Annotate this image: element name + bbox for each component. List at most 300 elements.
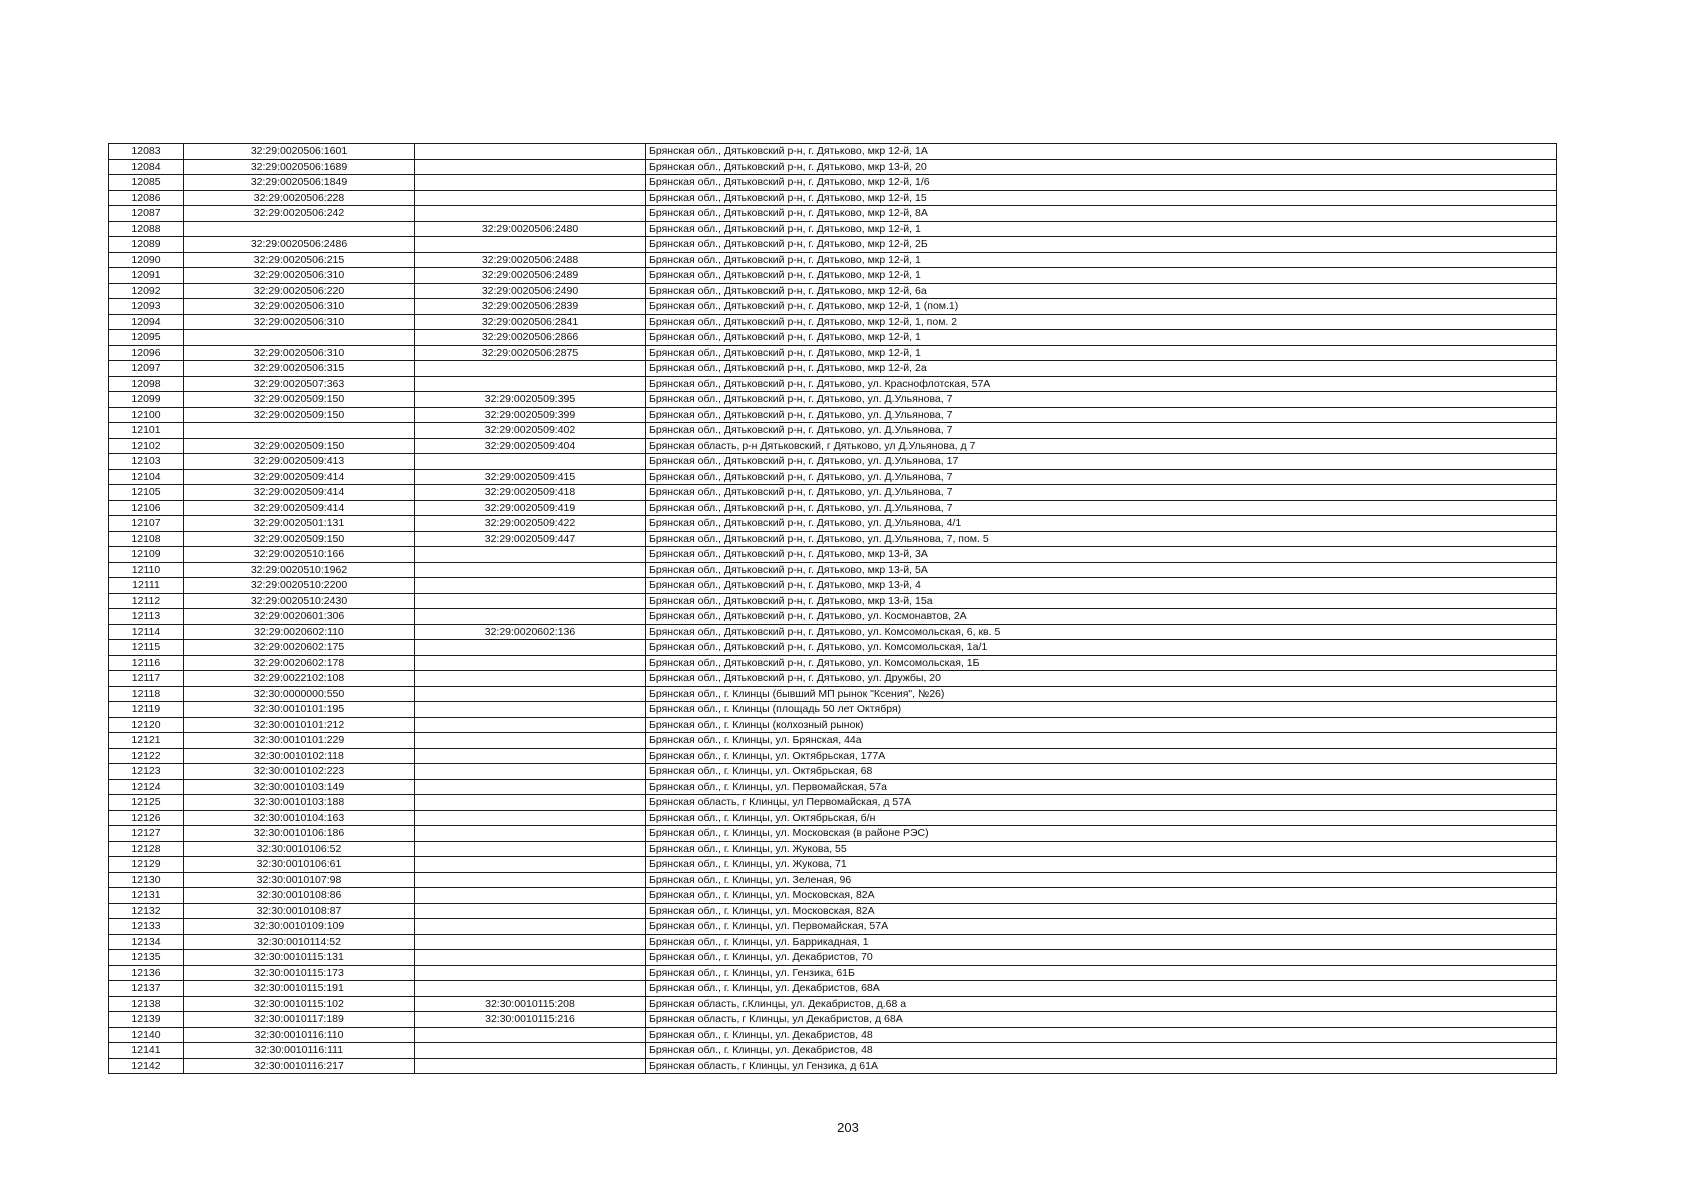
table-row <box>109 950 1557 966</box>
row-number-cell: 12091 <box>109 268 184 284</box>
related-cadastral-number-cell <box>415 144 646 160</box>
cadastral-number-cell: 32:29:0020509:150 <box>184 407 415 423</box>
table-row <box>109 934 1557 950</box>
table-row <box>109 733 1557 749</box>
cadastral-number-cell: 32:30:0010116:110 <box>184 1027 415 1043</box>
row-number-cell: 12119 <box>109 702 184 718</box>
related-cadastral-number-cell: 32:29:0020509:447 <box>415 531 646 547</box>
table-row <box>109 206 1557 222</box>
row-number-cell: 12102 <box>109 438 184 454</box>
cadastral-number-cell: 32:29:0020506:220 <box>184 283 415 299</box>
address-cell: Брянская обл., Дятьковский р-н, г. Дятьково, ул. Д.Ульянова, 17 <box>646 454 1557 470</box>
address-cell: Брянская область, г Клинцы, ул Первомайская, д 57А <box>646 795 1557 811</box>
table-row <box>109 655 1557 671</box>
property-table <box>108 143 1557 1074</box>
address-cell: Брянская обл., Дятьковский р-н, г. Дятьково, ул. Д.Ульянова, 7 <box>646 423 1557 439</box>
cadastral-number-cell: 32:30:0010107:98 <box>184 872 415 888</box>
related-cadastral-number-cell: 32:29:0020509:415 <box>415 469 646 485</box>
cadastral-number-cell: 32:29:0020510:2200 <box>184 578 415 594</box>
address-cell: Брянская обл., г. Клинцы, ул. Жукова, 55 <box>646 841 1557 857</box>
related-cadastral-number-cell: 32:29:0020509:418 <box>415 485 646 501</box>
table-row <box>109 361 1557 377</box>
address-cell: Брянская обл., Дятьковский р-н, г. Дятьково, ул. Краснофлотская, 57А <box>646 376 1557 392</box>
related-cadastral-number-cell <box>415 795 646 811</box>
address-cell: Брянская обл., Дятьковский р-н, г. Дятьково, мкр 12-й, 1 <box>646 221 1557 237</box>
cadastral-number-cell: 32:30:0010102:223 <box>184 764 415 780</box>
related-cadastral-number-cell <box>415 950 646 966</box>
table-row <box>109 1058 1557 1074</box>
address-cell: Брянская обл., Дятьковский р-н, г. Дятьково, мкр 12-й, 1 <box>646 268 1557 284</box>
address-cell: Брянская обл., Дятьковский р-н, г. Дятьково, ул. Д.Ульянова, 7, пом. 5 <box>646 531 1557 547</box>
cadastral-number-cell: 32:29:0020602:175 <box>184 640 415 656</box>
cadastral-number-cell: 32:30:0010116:111 <box>184 1043 415 1059</box>
table-row <box>109 779 1557 795</box>
cadastral-number-cell: 32:29:0020506:215 <box>184 252 415 268</box>
table-row <box>109 175 1557 191</box>
cadastral-number-cell: 32:29:0020506:1849 <box>184 175 415 191</box>
related-cadastral-number-cell <box>415 206 646 222</box>
related-cadastral-number-cell: 32:29:0020506:2866 <box>415 330 646 346</box>
row-number-cell: 12097 <box>109 361 184 377</box>
table-row <box>109 330 1557 346</box>
cadastral-number-cell: 32:29:0020510:2430 <box>184 593 415 609</box>
table-row <box>109 624 1557 640</box>
table-row <box>109 748 1557 764</box>
related-cadastral-number-cell: 32:29:0020506:2841 <box>415 314 646 330</box>
row-number-cell: 12115 <box>109 640 184 656</box>
address-cell: Брянская обл., г. Клинцы, ул. Декабристов, 48 <box>646 1043 1557 1059</box>
address-cell: Брянская обл., Дятьковский р-н, г. Дятьково, ул. Комсомольская, 1а/1 <box>646 640 1557 656</box>
related-cadastral-number-cell <box>415 965 646 981</box>
address-cell: Брянская обл., г. Клинцы (площадь 50 лет Октября) <box>646 702 1557 718</box>
row-number-cell: 12120 <box>109 717 184 733</box>
cadastral-number-cell: 32:30:0010115:191 <box>184 981 415 997</box>
cadastral-number-cell: 32:29:0020509:414 <box>184 469 415 485</box>
cadastral-number-cell: 32:30:0010103:188 <box>184 795 415 811</box>
table-row <box>109 221 1557 237</box>
cadastral-number-cell: 32:29:0020506:315 <box>184 361 415 377</box>
row-number-cell: 12131 <box>109 888 184 904</box>
cadastral-number-cell <box>184 330 415 346</box>
related-cadastral-number-cell: 32:29:0020506:2875 <box>415 345 646 361</box>
row-number-cell: 12104 <box>109 469 184 485</box>
table-row <box>109 407 1557 423</box>
row-number-cell: 12090 <box>109 252 184 268</box>
address-cell: Брянская обл., Дятьковский р-н, г. Дятьково, ул. Д.Ульянова, 4/1 <box>646 516 1557 532</box>
related-cadastral-number-cell <box>415 841 646 857</box>
related-cadastral-number-cell <box>415 764 646 780</box>
row-number-cell: 12101 <box>109 423 184 439</box>
row-number-cell: 12084 <box>109 159 184 175</box>
related-cadastral-number-cell <box>415 671 646 687</box>
related-cadastral-number-cell <box>415 190 646 206</box>
table-row <box>109 376 1557 392</box>
address-cell: Брянская обл., Дятьковский р-н, г. Дятьково, ул. Дружбы, 20 <box>646 671 1557 687</box>
table-row <box>109 593 1557 609</box>
related-cadastral-number-cell <box>415 1027 646 1043</box>
cadastral-number-cell: 32:30:0010101:195 <box>184 702 415 718</box>
table-row <box>109 810 1557 826</box>
cadastral-number-cell: 32:29:0020506:1601 <box>184 144 415 160</box>
address-cell: Брянская обл., Дятьковский р-н, г. Дятьково, мкр 13-й, 20 <box>646 159 1557 175</box>
related-cadastral-number-cell <box>415 655 646 671</box>
cadastral-number-cell: 32:30:0010117:189 <box>184 1012 415 1028</box>
table-row <box>109 965 1557 981</box>
address-cell: Брянская обл., Дятьковский р-н, г. Дятьково, мкр 12-й, 1А <box>646 144 1557 160</box>
address-cell: Брянская обл., г. Клинцы, ул. Первомайская, 57А <box>646 919 1557 935</box>
cadastral-number-cell: 32:30:0010101:212 <box>184 717 415 733</box>
address-cell: Брянская обл., Дятьковский р-н, г. Дятьково, мкр 12-й, 1 <box>646 330 1557 346</box>
table-row <box>109 795 1557 811</box>
row-number-cell: 12105 <box>109 485 184 501</box>
table-row <box>109 547 1557 563</box>
cadastral-number-cell: 32:29:0020506:310 <box>184 345 415 361</box>
table-row <box>109 252 1557 268</box>
related-cadastral-number-cell <box>415 779 646 795</box>
table-row <box>109 1027 1557 1043</box>
cadastral-number-cell: 32:30:0010102:118 <box>184 748 415 764</box>
row-number-cell: 12142 <box>109 1058 184 1074</box>
address-cell: Брянская обл., Дятьковский р-н, г. Дятьково, мкр 12-й, 1/6 <box>646 175 1557 191</box>
table-row <box>109 919 1557 935</box>
table-row <box>109 826 1557 842</box>
table-row <box>109 671 1557 687</box>
related-cadastral-number-cell <box>415 593 646 609</box>
cadastral-number-cell: 32:29:0020509:150 <box>184 438 415 454</box>
address-cell: Брянская обл., г. Клинцы (колхозный рынок) <box>646 717 1557 733</box>
cadastral-number-cell: 32:30:0010106:52 <box>184 841 415 857</box>
row-number-cell: 12134 <box>109 934 184 950</box>
address-cell: Брянская обл., Дятьковский р-н, г. Дятьково, мкр 12-й, 1 (пом.1) <box>646 299 1557 315</box>
related-cadastral-number-cell: 32:29:0020509:419 <box>415 500 646 516</box>
row-number-cell: 12112 <box>109 593 184 609</box>
related-cadastral-number-cell <box>415 903 646 919</box>
row-number-cell: 12128 <box>109 841 184 857</box>
table-row <box>109 438 1557 454</box>
address-cell: Брянская обл., г. Клинцы, ул. Декабристов, 48 <box>646 1027 1557 1043</box>
cadastral-number-cell: 32:29:0020509:150 <box>184 531 415 547</box>
row-number-cell: 12114 <box>109 624 184 640</box>
related-cadastral-number-cell: 32:29:0020509:404 <box>415 438 646 454</box>
related-cadastral-number-cell <box>415 810 646 826</box>
table-row <box>109 454 1557 470</box>
address-cell: Брянская обл., Дятьковский р-н, г. Дятьково, ул. Д.Ульянова, 7 <box>646 485 1557 501</box>
related-cadastral-number-cell: 32:30:0010115:208 <box>415 996 646 1012</box>
address-cell: Брянская обл., Дятьковский р-н, г. Дятьково, мкр 12-й, 1 <box>646 345 1557 361</box>
row-number-cell: 12111 <box>109 578 184 594</box>
row-number-cell: 12122 <box>109 748 184 764</box>
row-number-cell: 12138 <box>109 996 184 1012</box>
related-cadastral-number-cell <box>415 826 646 842</box>
row-number-cell: 12130 <box>109 872 184 888</box>
cadastral-number-cell <box>184 221 415 237</box>
related-cadastral-number-cell: 32:29:0020506:2488 <box>415 252 646 268</box>
row-number-cell: 12109 <box>109 547 184 563</box>
table-row <box>109 423 1557 439</box>
cadastral-number-cell: 32:29:0020509:414 <box>184 485 415 501</box>
cadastral-number-cell: 32:30:0010109:109 <box>184 919 415 935</box>
cadastral-number-cell: 32:29:0020602:178 <box>184 655 415 671</box>
row-number-cell: 12141 <box>109 1043 184 1059</box>
row-number-cell: 12116 <box>109 655 184 671</box>
related-cadastral-number-cell <box>415 748 646 764</box>
table-row <box>109 702 1557 718</box>
table-row <box>109 392 1557 408</box>
cadastral-number-cell: 32:29:0020509:150 <box>184 392 415 408</box>
address-cell: Брянская обл., Дятьковский р-н, г. Дятьково, мкр 12-й, 6а <box>646 283 1557 299</box>
address-cell: Брянская обл., Дятьковский р-н, г. Дятьково, мкр 12-й, 1, пом. 2 <box>646 314 1557 330</box>
address-cell: Брянская обл., Дятьковский р-н, г. Дятьково, ул. Д.Ульянова, 7 <box>646 407 1557 423</box>
address-cell: Брянская обл., г. Клинцы, ул. Московская (в районе РЭС) <box>646 826 1557 842</box>
related-cadastral-number-cell <box>415 454 646 470</box>
related-cadastral-number-cell <box>415 609 646 625</box>
address-cell: Брянская обл., Дятьковский р-н, г. Дятьково, мкр 12-й, 15 <box>646 190 1557 206</box>
cadastral-number-cell: 32:29:0020506:310 <box>184 314 415 330</box>
address-cell: Брянская область, г Клинцы, ул Декабристов, д 68А <box>646 1012 1557 1028</box>
row-number-cell: 12100 <box>109 407 184 423</box>
address-cell: Брянская обл., г. Клинцы, ул. Октябрьская, б/н <box>646 810 1557 826</box>
cadastral-number-cell: 32:30:0010116:217 <box>184 1058 415 1074</box>
cadastral-number-cell: 32:30:0010115:102 <box>184 996 415 1012</box>
address-cell: Брянская обл., г. Клинцы, ул. Зеленая, 96 <box>646 872 1557 888</box>
related-cadastral-number-cell: 32:29:0020509:422 <box>415 516 646 532</box>
table-row <box>109 299 1557 315</box>
related-cadastral-number-cell <box>415 175 646 191</box>
row-number-cell: 12098 <box>109 376 184 392</box>
property-table-body <box>109 144 1557 1074</box>
table-row <box>109 469 1557 485</box>
row-number-cell: 12085 <box>109 175 184 191</box>
cadastral-number-cell: 32:29:0020506:242 <box>184 206 415 222</box>
related-cadastral-number-cell <box>415 562 646 578</box>
cadastral-number-cell: 32:30:0010104:163 <box>184 810 415 826</box>
related-cadastral-number-cell <box>415 888 646 904</box>
related-cadastral-number-cell: 32:29:0020509:395 <box>415 392 646 408</box>
cadastral-number-cell: 32:30:0010108:87 <box>184 903 415 919</box>
related-cadastral-number-cell <box>415 857 646 873</box>
table-row <box>109 159 1557 175</box>
address-cell: Брянская обл., Дятьковский р-н, г. Дятьково, ул. Космонавтов, 2А <box>646 609 1557 625</box>
cadastral-number-cell: 32:29:0020501:131 <box>184 516 415 532</box>
table-row <box>109 717 1557 733</box>
table-row <box>109 578 1557 594</box>
table-row <box>109 562 1557 578</box>
cadastral-number-cell: 32:29:0020506:228 <box>184 190 415 206</box>
row-number-cell: 12132 <box>109 903 184 919</box>
related-cadastral-number-cell <box>415 702 646 718</box>
cadastral-number-cell: 32:29:0020509:414 <box>184 500 415 516</box>
row-number-cell: 12099 <box>109 392 184 408</box>
address-cell: Брянская обл., г. Клинцы, ул. Московская, 82А <box>646 903 1557 919</box>
row-number-cell: 12136 <box>109 965 184 981</box>
cadastral-number-cell: 32:29:0022102:108 <box>184 671 415 687</box>
related-cadastral-number-cell: 32:29:0020506:2480 <box>415 221 646 237</box>
page-number: 203 <box>837 1120 859 1135</box>
address-cell: Брянская обл., Дятьковский р-н, г. Дятьково, мкр 12-й, 2а <box>646 361 1557 377</box>
row-number-cell: 12137 <box>109 981 184 997</box>
related-cadastral-number-cell <box>415 361 646 377</box>
row-number-cell: 12086 <box>109 190 184 206</box>
row-number-cell: 12124 <box>109 779 184 795</box>
table-row <box>109 268 1557 284</box>
address-cell: Брянская область, р-н Дятьковский, г Дятьково, ул Д.Ульянова, д 7 <box>646 438 1557 454</box>
related-cadastral-number-cell <box>415 733 646 749</box>
row-number-cell: 12127 <box>109 826 184 842</box>
row-number-cell: 12106 <box>109 500 184 516</box>
row-number-cell: 12095 <box>109 330 184 346</box>
table-row <box>109 345 1557 361</box>
address-cell: Брянская область, г.Клинцы, ул. Декабристов, д.68 а <box>646 996 1557 1012</box>
table-row <box>109 996 1557 1012</box>
table-row <box>109 764 1557 780</box>
table-row <box>109 144 1557 160</box>
address-cell: Брянская обл., г. Клинцы, ул. Октябрьская, 68 <box>646 764 1557 780</box>
related-cadastral-number-cell: 32:29:0020506:2839 <box>415 299 646 315</box>
address-cell: Брянская обл., Дятьковский р-н, г. Дятьково, мкр 12-й, 1 <box>646 252 1557 268</box>
address-cell: Брянская обл., Дятьковский р-н, г. Дятьково, мкр 13-й, 5А <box>646 562 1557 578</box>
related-cadastral-number-cell <box>415 640 646 656</box>
related-cadastral-number-cell <box>415 934 646 950</box>
cadastral-number-cell: 32:29:0020507:363 <box>184 376 415 392</box>
address-cell: Брянская обл., Дятьковский р-н, г. Дятьково, мкр 12-й, 2Б <box>646 237 1557 253</box>
table-row <box>109 609 1557 625</box>
related-cadastral-number-cell: 32:29:0020509:402 <box>415 423 646 439</box>
row-number-cell: 12133 <box>109 919 184 935</box>
related-cadastral-number-cell <box>415 919 646 935</box>
related-cadastral-number-cell <box>415 237 646 253</box>
address-cell: Брянская обл., Дятьковский р-н, г. Дятьково, мкр 12-й, 8А <box>646 206 1557 222</box>
table-row <box>109 1043 1557 1059</box>
cadastral-number-cell: 32:29:0020602:110 <box>184 624 415 640</box>
cadastral-number-cell: 32:30:0010106:61 <box>184 857 415 873</box>
row-number-cell: 12118 <box>109 686 184 702</box>
cadastral-number-cell: 32:29:0020509:413 <box>184 454 415 470</box>
row-number-cell: 12094 <box>109 314 184 330</box>
cadastral-number-cell <box>184 423 415 439</box>
table-row <box>109 872 1557 888</box>
table-row <box>109 981 1557 997</box>
row-number-cell: 12117 <box>109 671 184 687</box>
table-row <box>109 485 1557 501</box>
address-cell: Брянская обл., Дятьковский р-н, г. Дятьково, мкр 13-й, 15а <box>646 593 1557 609</box>
address-cell: Брянская обл., Дятьковский р-н, г. Дятьково, ул. Д.Ульянова, 7 <box>646 392 1557 408</box>
row-number-cell: 12088 <box>109 221 184 237</box>
row-number-cell: 12125 <box>109 795 184 811</box>
table-row <box>109 640 1557 656</box>
table-row <box>109 237 1557 253</box>
related-cadastral-number-cell <box>415 686 646 702</box>
cadastral-number-cell: 32:30:0010106:186 <box>184 826 415 842</box>
related-cadastral-number-cell <box>415 159 646 175</box>
related-cadastral-number-cell: 32:29:0020509:399 <box>415 407 646 423</box>
cadastral-number-cell: 32:29:0020510:1962 <box>184 562 415 578</box>
cadastral-number-cell: 32:29:0020506:310 <box>184 268 415 284</box>
table-row <box>109 1012 1557 1028</box>
address-cell: Брянская обл., г. Клинцы, ул. Московская, 82А <box>646 888 1557 904</box>
table-row <box>109 500 1557 516</box>
related-cadastral-number-cell <box>415 376 646 392</box>
row-number-cell: 12083 <box>109 144 184 160</box>
address-cell: Брянская обл., Дятьковский р-н, г. Дятьково, мкр 13-й, 3А <box>646 547 1557 563</box>
address-cell: Брянская обл., г. Клинцы, ул. Декабристов, 70 <box>646 950 1557 966</box>
table-row <box>109 841 1557 857</box>
cadastral-number-cell: 32:29:0020601:306 <box>184 609 415 625</box>
row-number-cell: 12107 <box>109 516 184 532</box>
cadastral-number-cell: 32:30:0010103:149 <box>184 779 415 795</box>
row-number-cell: 12089 <box>109 237 184 253</box>
row-number-cell: 12092 <box>109 283 184 299</box>
related-cadastral-number-cell <box>415 717 646 733</box>
row-number-cell: 12123 <box>109 764 184 780</box>
row-number-cell: 12129 <box>109 857 184 873</box>
address-cell: Брянская область, г Клинцы, ул Гензика, д 61А <box>646 1058 1557 1074</box>
address-cell: Брянская обл., г. Клинцы, ул. Первомайская, 57а <box>646 779 1557 795</box>
related-cadastral-number-cell <box>415 547 646 563</box>
cadastral-number-cell: 32:30:0010101:229 <box>184 733 415 749</box>
row-number-cell: 12093 <box>109 299 184 315</box>
row-number-cell: 12121 <box>109 733 184 749</box>
address-cell: Брянская обл., г. Клинцы, ул. Жукова, 71 <box>646 857 1557 873</box>
related-cadastral-number-cell: 32:29:0020602:136 <box>415 624 646 640</box>
related-cadastral-number-cell: 32:29:0020506:2489 <box>415 268 646 284</box>
table-row <box>109 516 1557 532</box>
related-cadastral-number-cell <box>415 872 646 888</box>
cadastral-number-cell: 32:29:0020506:2486 <box>184 237 415 253</box>
related-cadastral-number-cell <box>415 1043 646 1059</box>
related-cadastral-number-cell <box>415 578 646 594</box>
table-row <box>109 531 1557 547</box>
row-number-cell: 12140 <box>109 1027 184 1043</box>
row-number-cell: 12139 <box>109 1012 184 1028</box>
related-cadastral-number-cell: 32:29:0020506:2490 <box>415 283 646 299</box>
row-number-cell: 12135 <box>109 950 184 966</box>
row-number-cell: 12110 <box>109 562 184 578</box>
row-number-cell: 12113 <box>109 609 184 625</box>
table-row <box>109 190 1557 206</box>
table-row <box>109 283 1557 299</box>
row-number-cell: 12087 <box>109 206 184 222</box>
table-row <box>109 888 1557 904</box>
address-cell: Брянская обл., г. Клинцы, ул. Декабристов, 68А <box>646 981 1557 997</box>
address-cell: Брянская обл., г. Клинцы, ул. Брянская, 44а <box>646 733 1557 749</box>
cadastral-number-cell: 32:30:0010115:131 <box>184 950 415 966</box>
address-cell: Брянская обл., Дятьковский р-н, г. Дятьково, мкр 13-й, 4 <box>646 578 1557 594</box>
address-cell: Брянская обл., Дятьковский р-н, г. Дятьково, ул. Комсомольская, 1Б <box>646 655 1557 671</box>
cadastral-number-cell: 32:29:0020506:1689 <box>184 159 415 175</box>
related-cadastral-number-cell: 32:30:0010115:216 <box>415 1012 646 1028</box>
address-cell: Брянская обл., Дятьковский р-н, г. Дятьково, ул. Д.Ульянова, 7 <box>646 500 1557 516</box>
address-cell: Брянская обл., Дятьковский р-н, г. Дятьково, ул. Комсомольская, 6, кв. 5 <box>646 624 1557 640</box>
cadastral-number-cell: 32:30:0010114:52 <box>184 934 415 950</box>
address-cell: Брянская обл., г. Клинцы (бывший МП рынок "Ксения", №26) <box>646 686 1557 702</box>
table-row <box>109 686 1557 702</box>
address-cell: Брянская обл., г. Клинцы, ул. Баррикадная, 1 <box>646 934 1557 950</box>
table-row <box>109 857 1557 873</box>
cadastral-number-cell: 32:30:0000000:550 <box>184 686 415 702</box>
row-number-cell: 12096 <box>109 345 184 361</box>
cadastral-number-cell: 32:30:0010115:173 <box>184 965 415 981</box>
address-cell: Брянская обл., г. Клинцы, ул. Октябрьская, 177А <box>646 748 1557 764</box>
row-number-cell: 12103 <box>109 454 184 470</box>
cadastral-number-cell: 32:30:0010108:86 <box>184 888 415 904</box>
cadastral-number-cell: 32:29:0020506:310 <box>184 299 415 315</box>
address-cell: Брянская обл., г. Клинцы, ул. Гензика, 61Б <box>646 965 1557 981</box>
row-number-cell: 12126 <box>109 810 184 826</box>
table-row <box>109 903 1557 919</box>
row-number-cell: 12108 <box>109 531 184 547</box>
table-row <box>109 314 1557 330</box>
cadastral-number-cell: 32:29:0020510:166 <box>184 547 415 563</box>
